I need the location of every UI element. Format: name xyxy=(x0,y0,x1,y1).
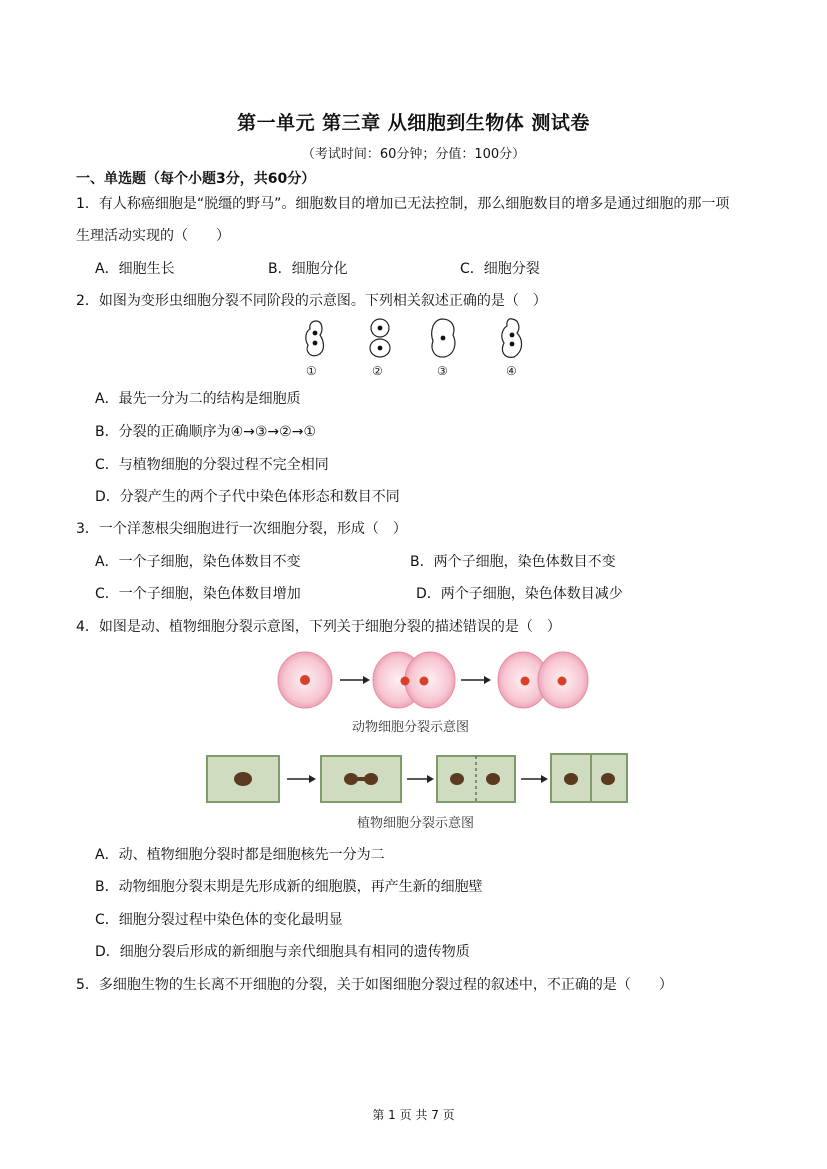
q1-option-b[interactable]: B．细胞分化 xyxy=(268,261,348,277)
question-2-stem: 2．如图为变形虫细胞分裂不同阶段的示意图。下列相关叙述正确的是（ ） xyxy=(76,293,547,309)
amoeba-stage-3 xyxy=(432,319,455,357)
amoeba-stage-1 xyxy=(306,321,324,356)
arrow-icon xyxy=(461,676,491,684)
amoeba-stage-4 xyxy=(502,319,522,358)
animal-cell-stage-1 xyxy=(278,652,332,708)
animal-cell-stage-2 xyxy=(373,652,455,708)
q3-option-c[interactable]: C．一个子细胞，染色体数目增加 xyxy=(95,586,301,602)
q3-option-a[interactable]: A．一个子细胞，染色体数目不变 xyxy=(95,554,301,570)
arrow-icon xyxy=(407,775,434,783)
q1-option-a[interactable]: A．细胞生长 xyxy=(95,261,175,277)
question-1-stem: 1．有人称癌细胞是“脱缰的野马”。细胞数目的增加已无法控制，那么细胞数目的增多是通过细胞的那一项 xyxy=(76,196,730,212)
animal-cell-division-figure xyxy=(275,650,595,712)
plant-figure-caption: 植物细胞分裂示意图 xyxy=(357,816,475,831)
animal-cell-stage-3 xyxy=(498,652,588,708)
page-footer: 第 1 页 共 7 页 xyxy=(372,1108,455,1122)
q4-option-c[interactable]: C．细胞分裂过程中染色体的变化最明显 xyxy=(95,912,343,928)
amoeba-stage-2 xyxy=(370,319,390,357)
plant-cell-stage-2 xyxy=(321,756,401,802)
q2-option-d[interactable]: D．分裂产生的两个子代中染色体形态和数目不同 xyxy=(95,489,400,505)
figure-label-1: ① xyxy=(306,364,317,378)
figure-label-4: ④ xyxy=(506,364,517,378)
arrow-icon xyxy=(521,775,548,783)
question-3-stem: 3．一个洋葱根尖细胞进行一次细胞分裂，形成（ ） xyxy=(76,521,407,537)
question-1-stem-cont: 生理活动实现的（ ） xyxy=(76,228,230,244)
arrow-icon xyxy=(287,775,316,783)
figure-label-2: ② xyxy=(372,364,383,378)
q3-option-b[interactable]: B．两个子细胞，染色体数目不变 xyxy=(410,554,616,570)
exam-info: （考试时间：60分钟；分值：100分） xyxy=(301,147,526,162)
q2-option-b[interactable]: B．分裂的正确顺序为④→③→②→① xyxy=(95,424,316,440)
plant-cell-stage-3 xyxy=(437,756,515,802)
q3-option-d[interactable]: D．两个子细胞，染色体数目减少 xyxy=(416,586,623,602)
q4-option-a[interactable]: A．动、植物细胞分裂时都是细胞核先一分为二 xyxy=(95,847,385,863)
figure-label-3: ③ xyxy=(437,364,448,378)
page-title: 第一单元 第三章 从细胞到生物体 测试卷 xyxy=(237,112,590,134)
question-4-stem: 4．如图是动、植物细胞分裂示意图，下列关于细胞分裂的描述错误的是（ ） xyxy=(76,619,561,635)
q2-option-a[interactable]: A．最先一分为二的结构是细胞质 xyxy=(95,391,301,407)
question-5-stem: 5．多细胞生物的生长离不开细胞的分裂，关于如图细胞分裂过程的叙述中，不正确的是（ ） xyxy=(76,977,673,993)
q2-option-c[interactable]: C．与植物细胞的分裂过程不完全相同 xyxy=(95,457,329,473)
plant-cell-stage-1 xyxy=(207,756,279,802)
plant-cell-stage-4 xyxy=(551,754,627,802)
q4-option-b[interactable]: B．动物细胞分裂末期是先形成新的细胞膜，再产生新的细胞壁 xyxy=(95,879,483,895)
section-heading: 一、单选题（每个小题3分，共60分） xyxy=(76,171,316,187)
q4-option-d[interactable]: D．细胞分裂后形成的新细胞与亲代细胞具有相同的遗传物质 xyxy=(95,944,470,960)
plant-cell-division-figure xyxy=(205,748,630,808)
animal-figure-caption: 动物细胞分裂示意图 xyxy=(352,720,470,735)
arrow-icon xyxy=(340,676,370,684)
q1-option-c[interactable]: C．细胞分裂 xyxy=(460,261,540,277)
amoeba-division-figure xyxy=(290,313,530,383)
